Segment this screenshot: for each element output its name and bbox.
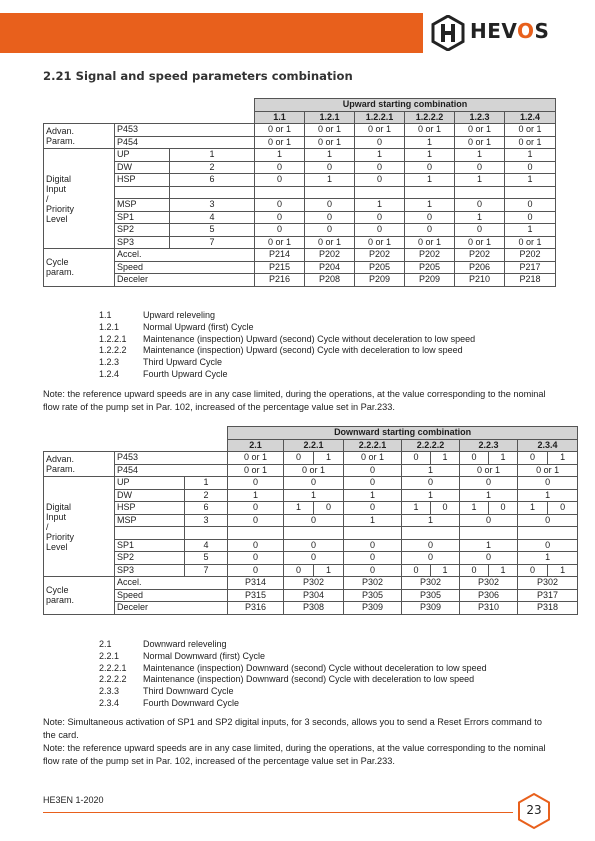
table-row: SP1 4 0 0 0 0 1 0	[44, 539, 578, 552]
document-code: HE3EN 1-2020	[43, 795, 104, 805]
list-item: 2.1 Downward releveling	[99, 639, 227, 649]
col-header: 1.2.3	[455, 111, 505, 124]
list-item: 1.2.1 Normal Upward (first) Cycle	[99, 321, 254, 332]
table-row-empty	[44, 186, 556, 199]
upward-legend	[99, 310, 475, 381]
downward-legend	[99, 639, 487, 710]
table-row: SP3 7 0 or 1 0 or 1 0 or 1 0 or 1 0 or 1 0 or 1	[44, 236, 556, 249]
group-label-cycle: Cycle param.	[44, 249, 115, 287]
list-item: 1.2.3 Third Upward Cycle	[99, 357, 223, 368]
table-row: Cycle param. Accel. P214 P202 P202 P202 P202 P202	[44, 249, 556, 262]
upward-group-header: Upward starting combination	[255, 99, 556, 112]
col-header: 1.2.1	[305, 111, 355, 124]
table-row-empty	[44, 527, 578, 540]
list-item: 2.2.2.1 Maintenance (inspection) Downward (second) Cycle without deceleration to low speed	[99, 662, 487, 673]
page-number: 23	[526, 803, 542, 817]
list-item: 2.3.3 Third Downward Cycle	[99, 686, 234, 697]
upward-combination-table	[43, 98, 556, 287]
col-header: 2.2.2.1	[344, 439, 402, 452]
table-row: Deceler P316 P308 P309 P309 P310 P318	[44, 602, 578, 615]
table-row: MSP 3 0 0 1 1 0 0	[44, 514, 578, 527]
col-header: 2.2.1	[284, 439, 344, 452]
col-header: 1.2.4	[505, 111, 556, 124]
list-item: 2.2.2.2 Maintenance (inspection) Downward (second) Cycle with deceleration to low speed	[99, 674, 475, 685]
table-row: Speed P215 P204 P205 P205 P206 P217	[44, 261, 556, 274]
col-header: 1.1	[255, 111, 305, 124]
table-row: Digital Input / Priority Level UP 1 0 0 0 0 0 0	[44, 477, 578, 490]
group-label-cycle: Cycle param.	[44, 577, 115, 615]
table-row: MSP 3 0 0 1 1 0 0	[44, 199, 556, 212]
table-row: HSP 6 0 1 0 0 1 0 1 0 1 0	[44, 502, 578, 515]
col-header: 1.2.2.2	[405, 111, 455, 124]
group-label-advan: Advan. Param.	[44, 124, 115, 149]
list-item: 1.2.4 Fourth Upward Cycle	[99, 368, 228, 379]
col-header: 1.2.2.1	[355, 111, 405, 124]
list-item: 1.2.2.1 Maintenance (inspection) Upward (second) Cycle without deceleration to low speed	[99, 333, 476, 344]
table-row: Cycle param. Accel. P314 P302 P302 P302 P302 P302	[44, 577, 578, 590]
table-row: P454 0 or 1 0 or 1 0 1 0 or 1 0 or 1	[44, 464, 578, 477]
downward-note: Note: the reference upward speeds are in any case limited, during the operations, at the value corresponding to the nominal flow rate of the pump set in Par. 102, increased of the percentage value set in Par.233.	[43, 743, 546, 766]
list-item: 2.2.1 Normal Downward (first) Cycle	[99, 650, 266, 661]
table-row: SP3 7 0 0 1 0 0 1 0 1 0 1	[44, 564, 578, 577]
col-header: 2.2.3	[460, 439, 518, 452]
upward-note: Note: the reference upward speeds are in any case limited, during the operations, at the value corresponding to the nominal flow rate of the pump set in Par. 102, increased of the percentage value set in Par.233.	[43, 389, 546, 412]
table-row: HSP 6 0 1 0 1 1 1	[44, 174, 556, 187]
reset-errors-note: Note: Simultaneous activation of SP1 and SP2 digital inputs, for 3 seconds, allows you to send a Reset Errors command to the card.	[43, 717, 542, 740]
downward-group-header: Downward starting combination	[228, 427, 578, 440]
table-row: SP2 5 0 0 0 0 0 1	[44, 552, 578, 565]
table-row: Digital Input / Priority Level UP 1 1 1 1 1 1 1	[44, 149, 556, 162]
group-label-advan: Advan. Param.	[44, 452, 115, 477]
col-header: 2.1	[228, 439, 284, 452]
table-row: SP2 5 0 0 0 0 0 1	[44, 224, 556, 237]
downward-combination-table	[43, 426, 578, 615]
table-row: Speed P315 P304 P305 P305 P306 P317	[44, 589, 578, 602]
col-header: 2.3.4	[518, 439, 578, 452]
table-row: DW 2 0 0 0 0 0 0	[44, 161, 556, 174]
list-item: 1.2.2.2 Maintenance (inspection) Upward (second) Cycle with deceleration to low speed	[99, 345, 463, 356]
table-row: P454 0 or 1 0 or 1 0 1 0 or 1 0 or 1	[44, 136, 556, 149]
table-row: DW 2 1 1 1 1 1 1	[44, 489, 578, 502]
brand-name: HEVOS	[470, 19, 550, 43]
table-row: Advan. Param. P453 0 or 1 0 1 0 or 1 0 1 0 1 0 1	[44, 452, 578, 465]
list-item: 1.1 Upward releveling	[99, 310, 216, 320]
list-item: 2.3.4 Fourth Downward Cycle	[99, 697, 240, 708]
col-header: 2.2.2.2	[402, 439, 460, 452]
group-label-digital: Digital Input / Priority Level	[44, 149, 115, 249]
section-title: 2.21 Signal and speed parameters combination	[43, 69, 353, 83]
brand-logo	[423, 12, 595, 54]
footer-divider	[43, 812, 513, 813]
group-label-digital: Digital Input / Priority Level	[44, 477, 115, 577]
hevos-logo-icon	[431, 15, 465, 51]
table-row: Deceler P216 P208 P209 P209 P210 P218	[44, 274, 556, 287]
table-row: Advan. Param. P453 0 or 1 0 or 1 0 or 1 0 or 1 0 or 1 0 or 1	[44, 124, 556, 137]
table-row: SP1 4 0 0 0 0 1 0	[44, 211, 556, 224]
